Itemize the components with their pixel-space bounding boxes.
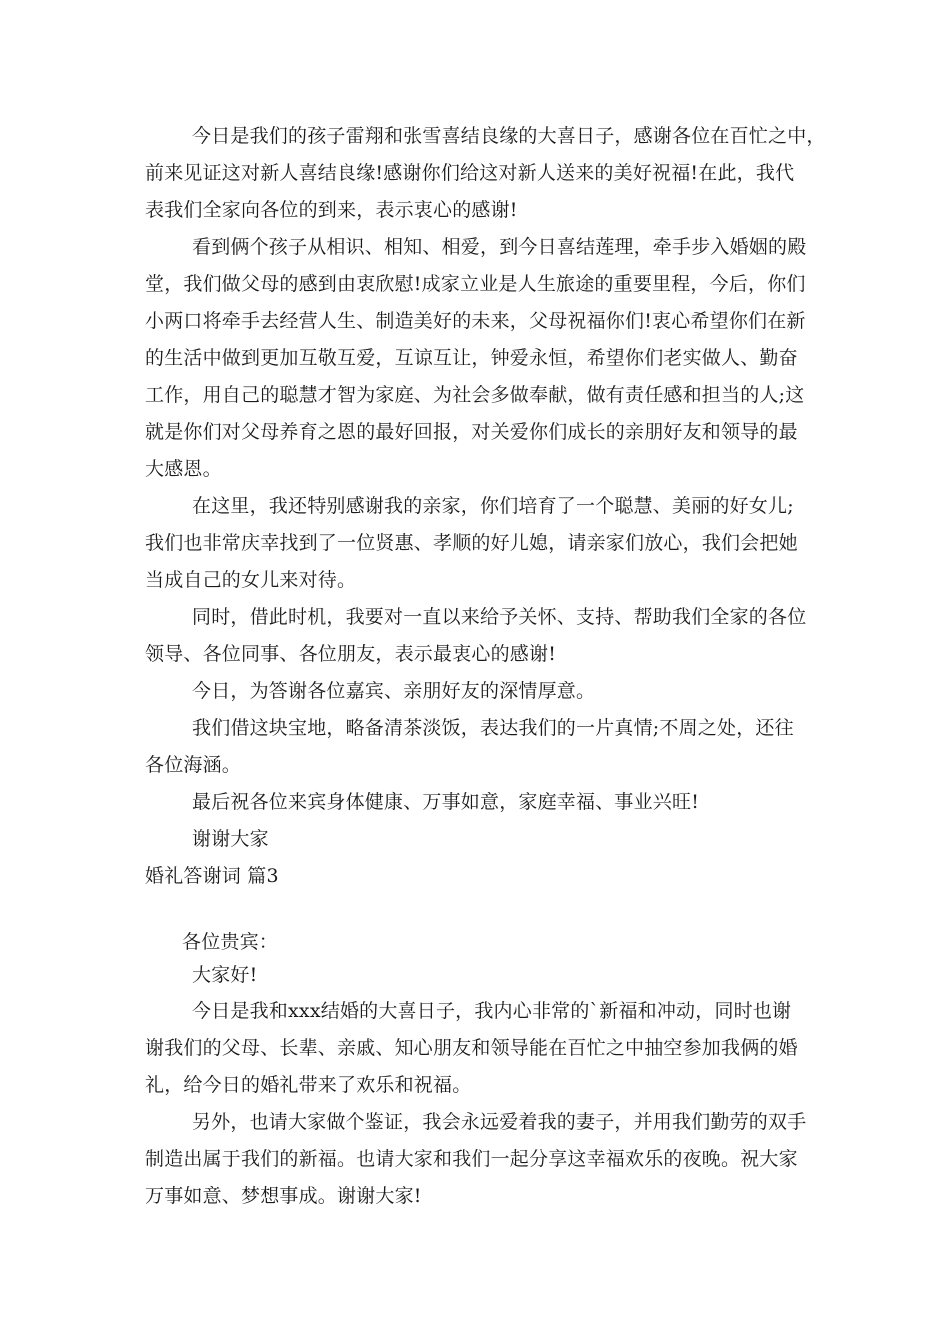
section-heading: 婚礼答谢词 篇3: [145, 865, 279, 887]
paragraph-line: 另外，也请大家做个鉴证，我会永远爱着我的妻子，并用我们勤劳的双手: [192, 1111, 807, 1133]
paragraph-line: 今日是我们的孩子雷翔和张雪喜结良缘的大喜日子，感谢各位在百忙之中，: [192, 125, 826, 147]
closing-line: 谢谢大家: [192, 828, 269, 850]
paragraph-line: 的生活中做到更加互敬互爱，互谅互让，钟爱永恒，希望你们老实做人、勤奋: [145, 347, 798, 369]
paragraph-line: 我们借这块宝地，略备清茶淡饭，表达我们的一片真情;不周之处，还往: [192, 717, 794, 739]
paragraph-line: 各位海涵。: [145, 754, 242, 776]
paragraph-line: 今日是我和xxx结婚的大喜日子，我内心非常的`新福和冲动，同时也谢: [192, 1000, 792, 1022]
paragraph-line: 谢我们的父母、长辈、亲戚、知心朋友和领导能在百忙之中抽空参加我俩的婚: [145, 1037, 798, 1059]
paragraph-line: 堂，我们做父母的感到由衷欣慰!成家立业是人生旅途的重要里程，今后，你们: [145, 273, 806, 295]
paragraph-line: 万事如意、梦想事成。谢谢大家!: [145, 1185, 422, 1207]
paragraph-line: 我们也非常庆幸找到了一位贤惠、孝顺的好儿媳，请亲家们放心，我们会把她: [145, 532, 798, 554]
paragraph-line: 领导、各位同事、各位朋友，表示最衷心的感谢!: [145, 643, 557, 665]
salutation: 各位贵宾：: [182, 931, 279, 953]
paragraph-line: 就是你们对父母养育之恩的最好回报，对关爱你们成长的亲朋好友和领导的最: [145, 421, 798, 443]
paragraph-line: 前来见证这对新人喜结良缘!感谢你们给这对新人送来的美好祝福!在此，我代: [145, 162, 795, 184]
paragraph-line: 今日，为答谢各位嘉宾、亲朋好友的深情厚意。: [192, 680, 596, 702]
paragraph-line: 同时，借此时机，我要对一直以来给予关怀、支持、帮助我们全家的各位: [192, 606, 807, 628]
paragraph-line: 表我们全家向各位的到来，表示衷心的感谢!: [145, 199, 518, 221]
paragraph-line: 在这里，我还特别感谢我的亲家，你们培育了一个聪慧、美丽的好女儿;: [192, 495, 794, 517]
paragraph-line: 当成自己的女儿来对待。: [145, 569, 357, 591]
paragraph-line: 礼，给今日的婚礼带来了欢乐和祝福。: [145, 1074, 472, 1096]
greeting: 大家好!: [192, 964, 258, 986]
paragraph-line: 小两口将牵手去经营人生、制造美好的未来，父母祝福你们!衷心希望你们在新: [145, 310, 806, 332]
paragraph-line: 看到俩个孩子从相识、相知、相爱，到今日喜结莲理，牵手步入婚姻的殿: [192, 236, 807, 258]
paragraph-line: 最后祝各位来宾身体健康、万事如意，家庭幸福、事业兴旺!: [192, 791, 700, 813]
paragraph-line: 大感恩。: [145, 458, 222, 480]
paragraph-line: 制造出属于我们的新福。也请大家和我们一起分享这幸福欢乐的夜晚。祝大家: [145, 1148, 798, 1170]
paragraph-line: 工作，用自己的聪慧才智为家庭、为社会多做奉献，做有责任感和担当的人;这: [145, 384, 805, 406]
